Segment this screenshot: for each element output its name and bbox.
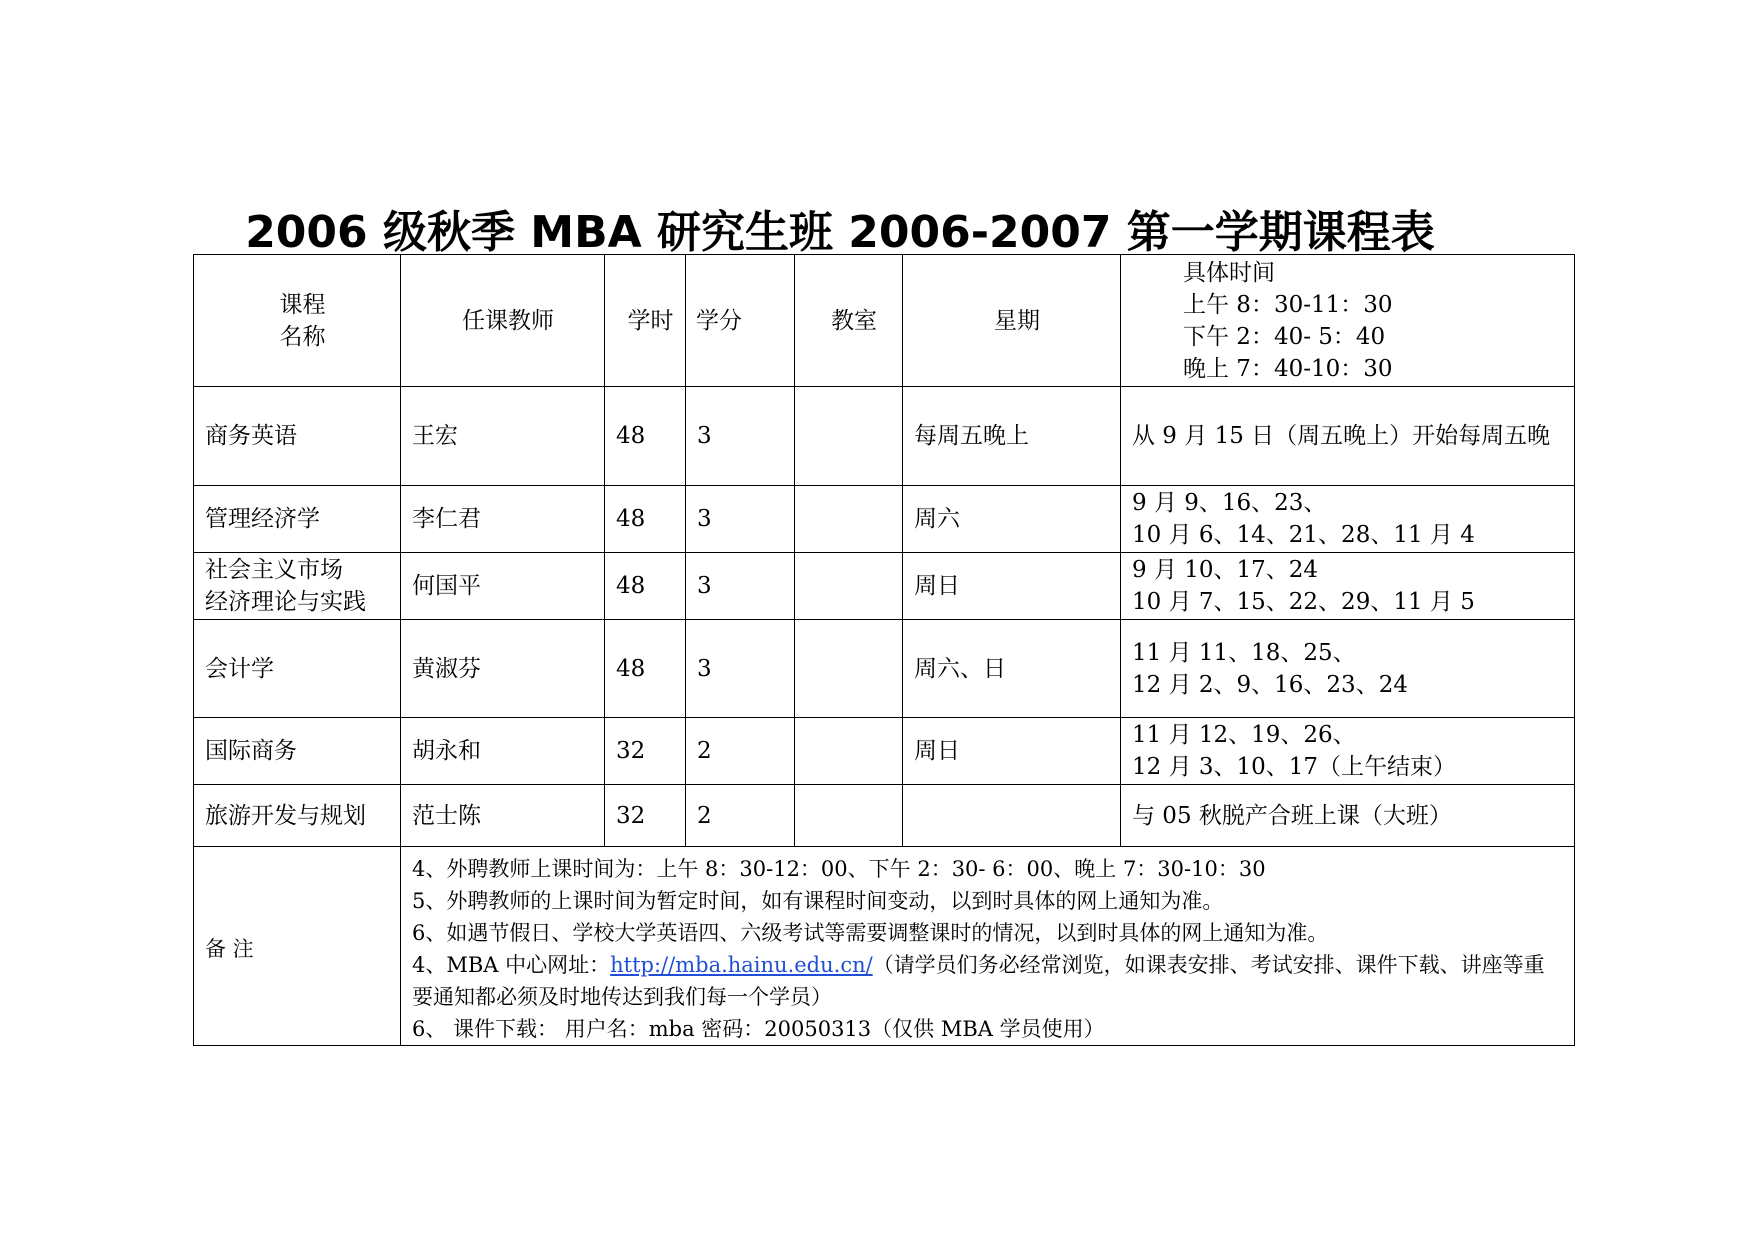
notes-content	[401, 847, 1575, 1046]
cell-credits: 2	[686, 718, 795, 785]
note-line: 4、外聘教师上课时间为：上午 8：30-12：00、下午 2：30- 6：00、晚上 7：30-10：30	[412, 857, 1266, 881]
cell-course: 管理经济学	[194, 486, 401, 553]
cell-teacher: 范士陈	[401, 785, 605, 847]
note-line-website: 4、MBA 中心网址：http://mba.hainu.edu.cn/（请学员们务必经常浏览，如课表安排、考试安排、课件下载、讲座等重	[412, 953, 1545, 977]
page-title: 2006 级秋季 MBA 研究生班 2006-2007 第一学期课程表	[245, 207, 1435, 258]
note-line: 要通知都必须及时地传达到我们每一个学员）	[412, 985, 832, 1009]
cell-teacher: 王宏	[401, 387, 605, 486]
cell-dates: 9 月 9、16、23、 10 月 6、14、21、28、11 月 4	[1121, 486, 1575, 553]
cell-teacher: 胡永和	[401, 718, 605, 785]
cell-course: 商务英语	[194, 387, 401, 486]
cell-weekday: 每周五晚上	[903, 387, 1121, 486]
cell-weekday	[903, 785, 1121, 847]
cell-classroom	[795, 620, 903, 718]
header-credits: 学分	[686, 255, 795, 387]
cell-credits: 3	[686, 620, 795, 718]
cell-credits: 3	[686, 553, 795, 620]
cell-weekday: 周六	[903, 486, 1121, 553]
header-course: 课程 名称	[194, 255, 401, 387]
cell-classroom	[795, 387, 903, 486]
cell-teacher: 李仁君	[401, 486, 605, 553]
cell-hours: 48	[605, 620, 686, 718]
cell-classroom	[795, 785, 903, 847]
cell-credits: 2	[686, 785, 795, 847]
header-weekday: 星期	[903, 255, 1121, 387]
cell-credits: 3	[686, 387, 795, 486]
cell-hours: 48	[605, 387, 686, 486]
cell-dates: 从 9 月 15 日（周五晚上）开始每周五晚	[1121, 387, 1575, 486]
cell-classroom	[795, 718, 903, 785]
cell-hours: 48	[605, 553, 686, 620]
note-line: 6、 课件下载： 用户名：mba 密码：20050313（仅供 MBA 学员使用）	[412, 1017, 1105, 1041]
table-row	[194, 718, 1575, 785]
cell-course: 旅游开发与规划	[194, 785, 401, 847]
cell-dates: 9 月 10、17、24 10 月 7、15、22、29、11 月 5	[1121, 553, 1575, 620]
note-line: 5、外聘教师的上课时间为暂定时间，如有课程时间变动，以到时具体的网上通知为准。	[412, 889, 1224, 913]
cell-weekday: 周日	[903, 553, 1121, 620]
table-row	[194, 785, 1575, 847]
notes-row	[194, 847, 1575, 1046]
table-row	[194, 486, 1575, 553]
cell-weekday: 周六、日	[903, 620, 1121, 718]
cell-hours: 32	[605, 718, 686, 785]
cell-dates: 11 月 12、19、26、 12 月 3、10、17（上午结束）	[1121, 718, 1575, 785]
cell-credits: 3	[686, 486, 795, 553]
cell-classroom	[795, 553, 903, 620]
header-classroom: 教室	[795, 255, 903, 387]
table-row	[194, 387, 1575, 486]
cell-dates: 11 月 11、18、25、 12 月 2、9、16、23、24	[1121, 620, 1575, 718]
cell-course: 会计学	[194, 620, 401, 718]
notes-label: 备 注	[194, 847, 401, 1046]
cell-classroom	[795, 486, 903, 553]
cell-dates: 与 05 秋脱产合班上课（大班）	[1121, 785, 1575, 847]
header-row	[194, 255, 1575, 387]
header-hours: 学时	[605, 255, 686, 387]
note-line: 6、如遇节假日、学校大学英语四、六级考试等需要调整课时的情况，以到时具体的网上通知为准。	[412, 921, 1329, 945]
header-teacher: 任课教师	[401, 255, 605, 387]
website-link[interactable]: http://mba.hainu.edu.cn/	[610, 953, 873, 977]
cell-teacher: 何国平	[401, 553, 605, 620]
cell-course: 社会主义市场 经济理论与实践	[194, 553, 401, 620]
cell-weekday: 周日	[903, 718, 1121, 785]
table-row	[194, 620, 1575, 718]
table-row	[194, 553, 1575, 620]
cell-hours: 48	[605, 486, 686, 553]
schedule-table	[193, 254, 1575, 1046]
cell-teacher: 黄淑芬	[401, 620, 605, 718]
cell-hours: 32	[605, 785, 686, 847]
header-time: 具体时间 上午 8：30-11：30 下午 2：40- 5：40 晚上 7：40-10：30	[1121, 255, 1575, 387]
cell-course: 国际商务	[194, 718, 401, 785]
